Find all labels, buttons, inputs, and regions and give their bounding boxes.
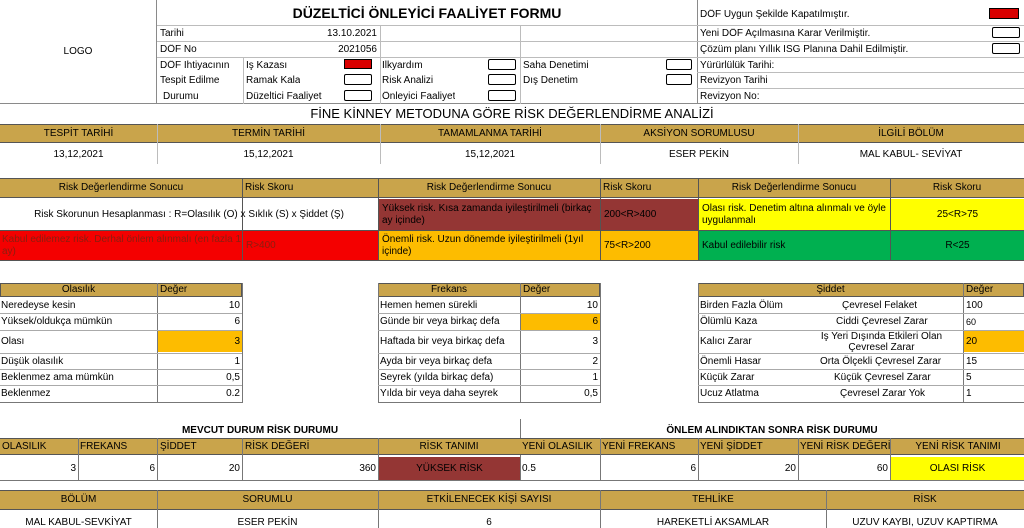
header-termin: TERMİN TARİHİ [232, 127, 305, 139]
olasilik-row-value: 10 [228, 300, 240, 312]
closed-properly-checkbox[interactable] [989, 8, 1019, 19]
after-olasilik-header: YENİ OLASILIK [522, 440, 593, 452]
frekans-row-label: Ayda bir veya birkaç defa [380, 356, 493, 368]
current-risk-title: MEVCUT DURUM RİSK DURUMU [181, 424, 339, 436]
bottom-affected-header: ETKİLENECEK KİŞİ SAYISI [426, 494, 552, 506]
olasilik-row-value: 1 [234, 356, 240, 368]
revision-date-label: Revizyon Tarihi [700, 75, 768, 86]
olasilik-row-value: 6 [234, 316, 240, 328]
olasilik-row-label: Yüksek/oldukça mümkün [1, 316, 113, 328]
closed-properly-label: DÖF Uygun Şekilde Kapatılmıştır. [700, 9, 850, 20]
olasilik-row-label: Olası [1, 335, 25, 347]
siddet-row-value: 15 [966, 356, 978, 368]
siddet-row-value: 60 [966, 316, 977, 327]
olasilik-value-header: Değer [160, 284, 188, 296]
siddet-value-header: Değer [966, 284, 994, 296]
after-siddet-value: 20 [784, 462, 796, 474]
dof-no-value: 2021056 [338, 44, 377, 55]
header-tamamlanma: TAMAMLANMA TARİHİ [438, 127, 542, 139]
frekans-row-label: Yılda bir veya daha seyrek [380, 388, 498, 400]
bottom-bolum-value: MAL KABUL-SEVKİYAT [25, 517, 132, 528]
bottom-sorumlu-value: ESER PEKİN [237, 517, 298, 528]
risk-result-header-2: Risk Değerlendirme Sonucu [426, 182, 552, 194]
risk-high-text: Yüksek risk. Kısa zamanda iyileştirilmeli (birkaç ay içinde) [379, 199, 600, 230]
logo: LOGO [0, 0, 157, 104]
frekans-value-header: Değer [523, 284, 551, 296]
bottom-bolum-header: BÖLÜM [60, 494, 97, 506]
form-title: DÜZELTİCİ ÖNLEYİCİ FAALİYET FORMU [292, 4, 562, 21]
tespit-date: 13,12,2021 [53, 148, 104, 160]
dis-denetim-checkbox[interactable] [666, 74, 692, 85]
risk-result-header-3: Risk Değerlendirme Sonucu [731, 182, 857, 194]
siddet-row-label: Önemli Hasar [700, 356, 762, 368]
current-frekans-header: FREKANS [80, 440, 128, 452]
saha-checkbox[interactable] [666, 59, 692, 70]
isg-plan-checkbox[interactable] [992, 43, 1020, 54]
header-bolum: İLGİLİ BÖLÜM [878, 127, 944, 139]
siddet-row-value-selected: 20 [964, 331, 1024, 352]
risk-possible-score: 25<R>75 [891, 199, 1024, 230]
frekans-row-label: Hemen hemen sürekli [380, 300, 478, 312]
bottom-hazard-header: TEHLİKE [692, 494, 734, 506]
after-risk-value: 60 [876, 462, 888, 474]
risk-unacceptable-text: Kabul edilemez risk. Derhal önlem alınmalı (en fazla 1 ay) [0, 231, 242, 260]
olasilik-row-value: 0.2 [226, 388, 240, 400]
siddet-row-label: Ölümlü Kaza [700, 316, 758, 328]
frekans-row-label: Haftada bir veya birkaç defa [380, 335, 505, 347]
aksiyon-owner: ESER PEKİN [668, 148, 730, 160]
olasilik-row-label: Neredeyse kesin [1, 300, 76, 312]
current-olasilik-value: 3 [70, 462, 76, 474]
current-risk-def-header: RİSK TANIMI [419, 440, 479, 452]
frekans-row-label: Seyrek (yılda birkaç defa) [380, 372, 494, 384]
risk-high-score: 200<R>400 [601, 199, 698, 230]
option-is-kazasi: İş Kazası [246, 60, 288, 71]
revision-no-label: Revizyon No: [700, 91, 760, 102]
new-dof-label: Yeni DÖF Açılmasına Karar Verilmiştir. [700, 28, 871, 39]
duzeltici-checkbox[interactable] [344, 90, 372, 101]
option-saha-denetimi: Saha Denetimi [523, 60, 589, 71]
header-tespit: TESPİT TARİHİ [43, 127, 114, 139]
risk-possible-text: Olası risk. Denetim altına alınmalı ve öyle uygulanmalı [699, 199, 890, 230]
siddet-row-label: Kalıcı Zarar [700, 335, 752, 347]
current-siddet-value: 20 [228, 462, 240, 474]
after-siddet-header: YENİ ŞİDDET [700, 440, 763, 452]
new-dof-checkbox[interactable] [992, 27, 1020, 38]
siddet-row-value: 100 [966, 300, 983, 312]
siddet-row-env: Orta Ölçekli Çevresel Zarar [820, 356, 942, 368]
olasilik-row-value: 0,5 [226, 372, 240, 384]
siddet-row-env: Çevresel Felaket [842, 300, 918, 312]
risk-score-header-1: Risk Skoru [245, 182, 294, 194]
olasilik-row-label: Beklenmez ama mümkün [1, 372, 114, 384]
risk-analizi-checkbox[interactable] [488, 74, 516, 85]
risk-unacceptable-score: R>400 [243, 231, 378, 260]
after-frekans-value: 6 [690, 462, 696, 474]
frekans-title: Frekans [430, 284, 468, 296]
siddet-title: Şiddet [816, 284, 845, 296]
ilkyardim-checkbox[interactable] [488, 59, 516, 70]
olasilik-row-value-selected: 3 [158, 331, 242, 352]
date-value: 13.10.2021 [326, 28, 377, 39]
termin-date: 15,12,2021 [243, 148, 294, 160]
siddet-row-value: 5 [966, 372, 972, 384]
risk-important-text: Önemli risk. Uzun dönemde iyileştirilmeli (1yıl içinde) [379, 231, 600, 260]
frekans-row-value: 2 [592, 356, 598, 368]
date-label: Tarihi [160, 28, 184, 39]
current-risk-value-header: RİSK DEĞERİ [245, 440, 310, 452]
tamamlanma-date: 15,12,2021 [464, 148, 516, 160]
onleyici-checkbox[interactable] [488, 90, 516, 101]
olasilik-row-label: Beklenmez [1, 388, 51, 400]
risk-important-score: 75<R>200 [601, 231, 698, 260]
risk-score-header-3: Risk Skoru [932, 182, 982, 194]
risk-formula: Risk Skorunun Hesaplanması : R=Olasılık (O) x Sıklık (S) x Şiddet (Ş) [34, 208, 344, 220]
risk-result-header-1: Risk Değerlendirme Sonucu [58, 182, 184, 194]
bottom-risk-value: UZUV KAYBI, UZUV KAPTIRMA [852, 517, 998, 528]
siddet-row-env: Çevresel Zarar Yok [840, 388, 926, 400]
isg-plan-label: Çözüm planı Yıllık İSG Planına Dahil Edilmiştir. [700, 44, 909, 55]
bottom-sorumlu-header: SORUMLU [242, 494, 293, 506]
need-label: DÖF İhtiyacının [160, 60, 230, 71]
frekans-row-value: 0,5 [584, 388, 598, 400]
current-risk-def: YÜKSEK RİSK [379, 457, 520, 480]
validity-date-label: Yürürlülük Tarihi: [700, 60, 775, 71]
bottom-affected-value: 6 [486, 517, 492, 528]
status-label: Durumu [163, 91, 199, 102]
frekans-row-value: 3 [592, 335, 598, 347]
risk-acceptable-score: R<25 [891, 231, 1024, 260]
after-risk-def: OLASI RİSK [891, 457, 1024, 480]
option-ramak-kala: Ramak Kala [246, 75, 301, 86]
dof-no-label: DÖF No [160, 44, 197, 55]
fine-kinney-title: FİNE KİNNEY METODUNA GÖRE RİSK DEĞERLENDİRME ANALİZİ [310, 105, 714, 121]
current-siddet-header: ŞİDDET [160, 440, 197, 452]
olasilik-row-label: Düşük olasılık [1, 356, 64, 368]
option-onleyici: Önleyici Faaliyet [382, 91, 456, 102]
frekans-row-value-selected: 6 [521, 314, 600, 330]
ramak-kala-checkbox[interactable] [344, 74, 372, 85]
header-aksiyon: AKSİYON SORUMLUSU [643, 127, 755, 139]
after-risk-title: ÖNLEM ALINDIKTAN SONRA RİSK DURUMU [666, 424, 878, 436]
siddet-row-env: İş Yeri Dışında Etkileri Olan Çevresel Zarar [820, 330, 943, 353]
siddet-row-label: Birden Fazla Ölüm [700, 300, 783, 312]
is-kazasi-checkbox[interactable] [344, 59, 372, 69]
bottom-risk-header: RİSK [913, 494, 937, 506]
siddet-row-label: Küçük Zarar [700, 372, 755, 384]
after-olasilik-value: 0.5 [522, 462, 536, 474]
option-duzeltici: Düzeltici Faaliyet [246, 91, 322, 102]
option-risk-analizi: Risk Analizi [382, 75, 434, 86]
frekans-row-value: 10 [586, 300, 598, 312]
bottom-hazard-value: HAREKETLİ AKSAMLAR [656, 517, 770, 528]
olasilik-title: Olasılık [61, 284, 96, 296]
after-frekans-header: YENİ FREKANS [602, 440, 676, 452]
related-department: MAL KABUL- SEVİYAT [859, 148, 963, 160]
siddet-row-env: Küçük Çevresel Zarar [834, 372, 931, 384]
option-ilkyardim: İlkyardım [382, 60, 423, 71]
risk-acceptable-text: Kabul edilebilir risk [699, 231, 890, 260]
after-risk-value-header: YENİ RİSK DEĞERİ [800, 440, 891, 452]
risk-score-header-2: Risk Skoru [603, 182, 652, 194]
frekans-row-label: Günde bir veya birkaç defa [380, 316, 500, 328]
current-olasilik-header: OLASILIK [2, 440, 47, 452]
frekans-row-value: 1 [592, 372, 598, 384]
current-frekans-value: 6 [149, 462, 155, 474]
current-risk-value: 360 [359, 462, 376, 474]
siddet-row-label: Ucuz Atlatma [700, 388, 759, 400]
siddet-row-value: 1 [966, 388, 972, 400]
option-dis-denetim: Dış Denetim [523, 75, 579, 86]
siddet-row-env: Ciddi Çevresel Zarar [836, 316, 928, 328]
detect-label: Tespit Edilme [160, 75, 220, 86]
after-risk-def-header: YENİ RİSK TANIMI [915, 440, 1001, 452]
